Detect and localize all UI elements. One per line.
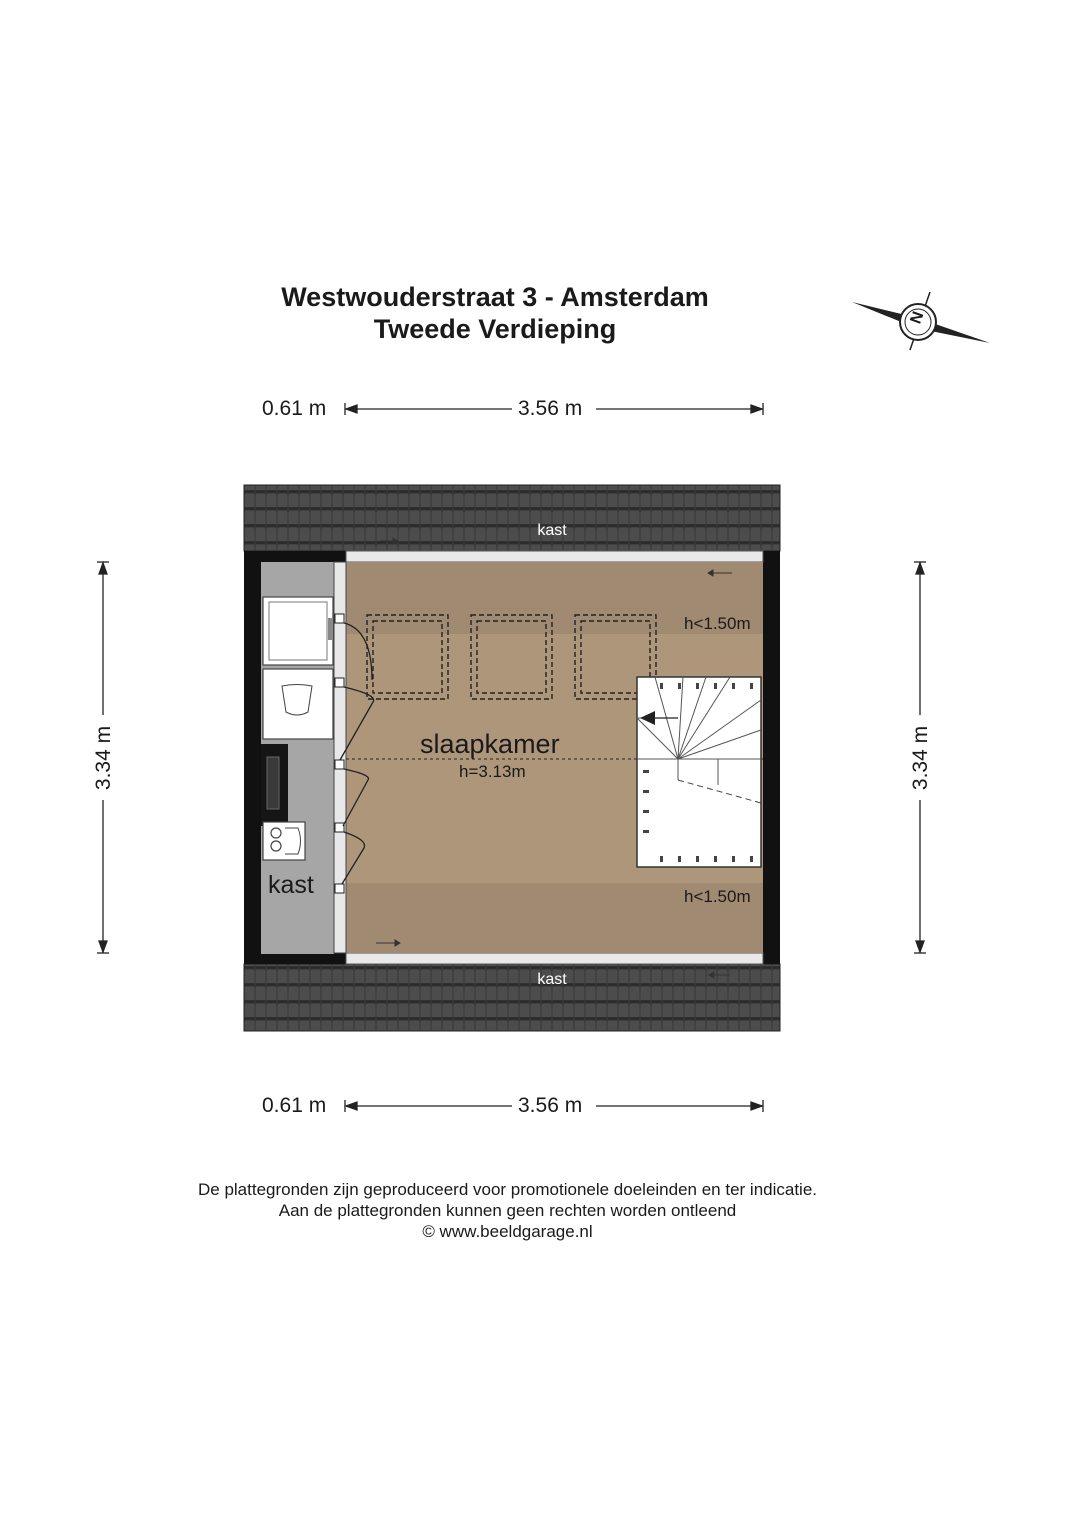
low-ceiling-label-bottom: h<1.50m [684, 887, 751, 906]
dim-top-right: 3.56 m [518, 397, 583, 420]
dim-top-left: 0.61 m [262, 397, 327, 420]
kast-bottom-label: kast [537, 971, 567, 988]
disclaimer-line-1: De plattegronden zijn geproduceerd voor promotionele doeleinden en ter indicatie. [197, 1180, 818, 1199]
plan-subtitle: Tweede Verdieping [373, 314, 617, 344]
kast-bottom-strip [346, 953, 763, 964]
dim-bottom-right: 3.56 m [518, 1094, 583, 1117]
staircase-icon [637, 677, 761, 867]
boiler-icon [263, 822, 305, 860]
copyright-link[interactable]: © www.beeldgarage.nl [422, 1222, 593, 1241]
disclaimer-line-2: Aan de plattegronden kunnen geen rechten worden ontleend [278, 1201, 737, 1220]
washing-machine-icon [263, 597, 333, 665]
kast-top-strip [346, 551, 763, 562]
plan-title: Westwouderstraat 3 - Amsterdam [281, 282, 709, 312]
slaapkamer-height: h=3.13m [459, 762, 526, 781]
dim-bottom-left: 0.61 m [262, 1094, 327, 1117]
dryer-icon [263, 669, 333, 739]
kast-left-label: kast [268, 871, 314, 899]
dim-right-height: 3.34 m [909, 725, 932, 791]
low-ceiling-label-top: h<1.50m [684, 614, 751, 633]
dim-left-height: 3.34 m [92, 725, 115, 791]
slaapkamer-label: slaapkamer [420, 729, 560, 759]
compass-north-label: N [907, 309, 928, 327]
kast-top-label: kast [537, 522, 567, 539]
